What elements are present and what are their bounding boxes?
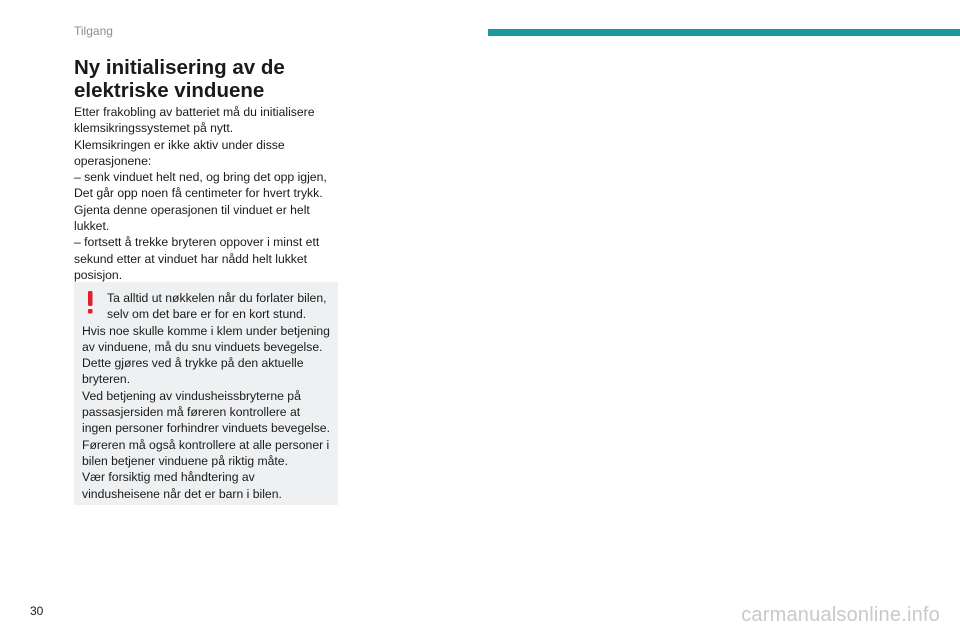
- warning-paragraph: Hvis noe skulle komme i klem under betjening av vinduene, må du snu vinduets bevegelse. Dette gjøres ved å trykke på den aktuelle bryteren.: [82, 323, 330, 387]
- warning-paragraph: Ta alltid ut nøkkelen når du forlater bilen, selv om det bare er for en kort stund.: [107, 291, 327, 322]
- page-title: Ny initialisering av de elektriske vinduene: [74, 56, 285, 102]
- body-paragraph: – senk vinduet helt ned, og bring det opp igjen, Det går opp noen få centimeter for hvert trykk. Gjenta denne operasjonen til vinduet er helt lukket.: [74, 170, 327, 234]
- warning-paragraph: Vær forsiktig med håndtering av vindusheisene når det er barn i bilen.: [82, 470, 282, 501]
- warning-paragraph: Ved betjening av vindusheissbryterne på passasjersiden må føreren kontrollere at ingen personer forhindrer vinduets bevegelse.: [82, 388, 330, 436]
- exclamation-warning-icon: [84, 289, 96, 315]
- header-accent-bar: [488, 29, 960, 36]
- body-paragraph: Etter frakobling av batteriet må du initialisere klemsikringssystemet på nytt.: [74, 105, 315, 136]
- page-number: 30: [30, 604, 44, 618]
- warning-box: [74, 282, 338, 505]
- body-paragraph: – fortsett å trekke bryteren oppover i minst ett sekund etter at vinduet har nådd helt lukket posisjon.: [74, 235, 320, 282]
- section-label: Tilgang: [74, 24, 113, 38]
- watermark: carmanualsonline.info: [741, 604, 940, 626]
- article-body: [74, 104, 338, 283]
- warning-paragraph: Føreren må også kontrollere at alle personer i bilen betjener vinduene på riktig måte.: [82, 437, 330, 468]
- body-paragraph: Klemsikringen er ikke aktiv under disse operasjonene:: [74, 137, 285, 168]
